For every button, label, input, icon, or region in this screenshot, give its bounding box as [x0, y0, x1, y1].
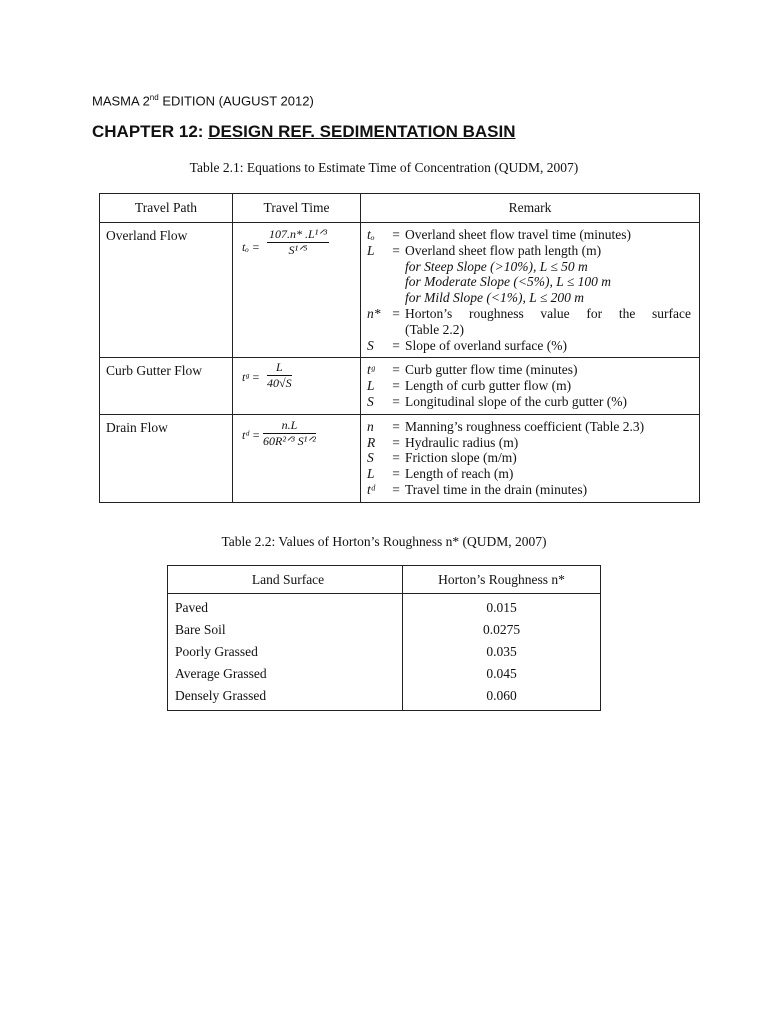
chapter-heading — [92, 122, 515, 142]
roughness-value-cell: 0.060 — [403, 685, 601, 711]
equals-sign: = — [392, 393, 400, 409]
formula-numerator: L — [267, 360, 292, 376]
roughness-value-cell: 0.015 — [403, 594, 601, 620]
land-surface-cell: Average Grassed — [168, 663, 403, 685]
equals-sign — [387, 290, 405, 306]
roughness-value-cell: 0.035 — [403, 641, 601, 663]
remark-list — [361, 362, 699, 409]
variable-symbol — [361, 322, 387, 338]
remark-list — [361, 419, 699, 498]
variable-description: for Moderate Slope (<5%), L ≤ 100 m — [405, 274, 612, 290]
land-surface-cell: Densely Grassed — [168, 685, 403, 711]
variable-symbol: L — [367, 378, 375, 394]
remark-line — [361, 306, 699, 322]
formula-cell — [233, 358, 361, 414]
remark-line — [361, 243, 699, 259]
equals-sign — [387, 322, 405, 338]
variable-description: for Steep Slope (>10%), L ≤ 50 m — [405, 258, 588, 274]
table-row — [100, 223, 700, 358]
remark-line — [361, 259, 699, 275]
remark-line — [361, 435, 699, 451]
land-surface-cell: Poorly Grassed — [168, 641, 403, 663]
table1-caption: Table 2.1: Equations to Estimate Time of Concentration (QUDM, 2007) — [189, 160, 579, 175]
table-row — [168, 685, 601, 711]
header-travel-time: Travel Time — [233, 194, 361, 223]
variable-symbol: S — [367, 450, 374, 466]
variable-description: Overland sheet flow path length (m) — [405, 242, 602, 258]
equals-sign: = — [392, 305, 400, 321]
variable-symbol: tᵍ — [367, 362, 375, 378]
variable-description: Manning’s roughness coefficient (Table 2.3) — [405, 418, 645, 434]
variable-symbol: L — [367, 242, 375, 258]
variable-description: Slope of overland surface (%) — [405, 337, 567, 353]
equals-sign — [387, 259, 405, 275]
variable-symbol — [361, 290, 387, 306]
roughness-value-cell: 0.0275 — [403, 619, 601, 641]
remark-line — [361, 322, 699, 338]
equals-sign: = — [392, 242, 400, 258]
formula-lhs: tᵍ = — [242, 370, 260, 385]
formula-denominator: 60R²ᐟ³ S¹ᐟ² — [263, 433, 316, 448]
variable-description: Overland sheet flow travel time (minutes) — [405, 227, 632, 242]
chapter-title: DESIGN REF. SEDIMENTATION BASIN — [208, 122, 516, 141]
variable-description: Curb gutter flow time (minutes) — [405, 362, 578, 378]
remark-line — [361, 419, 699, 435]
formula-numerator: 107.n* .L¹ᐟ³ — [269, 227, 327, 241]
equals-sign: = — [392, 362, 400, 378]
equals-sign — [387, 274, 405, 290]
variable-description: Travel time in the drain (minutes) — [405, 481, 588, 497]
document-edition — [92, 93, 314, 108]
land-surface-cell: Bare Soil — [168, 619, 403, 641]
variable-symbol: S — [367, 393, 374, 409]
remark-line — [361, 290, 699, 306]
header-horton-roughness: Horton’s Roughness n* — [403, 566, 601, 594]
equals-sign: = — [392, 337, 400, 353]
roughness-value-cell: 0.045 — [403, 663, 601, 685]
formula-denominator: S¹ᐟ⁵ — [288, 243, 308, 257]
equals-sign: = — [392, 418, 400, 434]
variable-symbol: L — [367, 466, 375, 482]
equals-sign: = — [392, 466, 400, 482]
variable-description: Longitudinal slope of the curb gutter (%) — [405, 393, 627, 409]
travel-path-label: Curb Gutter Flow — [106, 363, 202, 379]
variable-symbol: tₒ — [367, 227, 375, 242]
variable-description: Length of reach (m) — [405, 466, 514, 482]
variable-symbol: S — [367, 337, 374, 353]
equals-sign: = — [392, 378, 400, 394]
remark-line — [361, 362, 699, 378]
variable-symbol — [361, 259, 387, 275]
variable-symbol — [361, 274, 387, 290]
remark-line — [361, 450, 699, 466]
formula-lhs: tₒ = — [242, 240, 260, 254]
table2-caption: Table 2.2: Values of Horton’s Roughness n* (QUDM, 2007) — [221, 534, 547, 549]
variable-symbol: R — [367, 434, 376, 450]
chapter-number: CHAPTER 12: — [92, 122, 209, 141]
formula-cell — [233, 414, 361, 502]
table2-header-row — [168, 566, 601, 594]
remark-line — [361, 394, 699, 410]
table-row — [100, 414, 700, 502]
remark-line — [361, 274, 699, 290]
table-row — [168, 641, 601, 663]
travel-path-label: Overland Flow — [106, 228, 188, 243]
variable-description: Friction slope (m/m) — [405, 450, 517, 466]
edition-date: EDITION (AUGUST 2012) — [158, 93, 314, 109]
variable-description: (Table 2.2) — [405, 321, 465, 337]
header-travel-path: Travel Path — [100, 194, 233, 223]
equals-sign: = — [392, 481, 400, 497]
variable-description: Hydraulic radius (m) — [405, 434, 519, 450]
formula-cell — [233, 223, 361, 358]
equals-sign: = — [392, 227, 400, 242]
table-row — [168, 619, 601, 641]
variable-symbol: n — [367, 418, 374, 434]
table-row — [168, 663, 601, 685]
remark-line — [361, 378, 699, 394]
travel-path-label: Drain Flow — [106, 419, 168, 435]
remark-line — [361, 338, 699, 354]
time-of-concentration-table — [99, 193, 700, 503]
remark-list — [361, 227, 699, 353]
variable-symbol: n* — [367, 305, 381, 321]
variable-description: Length of curb gutter flow (m) — [405, 378, 572, 394]
equals-sign: = — [392, 450, 400, 466]
variable-description: Horton’s roughness value for the surface — [405, 305, 691, 321]
header-remark: Remark — [361, 194, 700, 223]
horton-roughness-table — [167, 565, 601, 711]
edition-superscript: nd — [149, 93, 159, 102]
equals-sign: = — [392, 434, 400, 450]
table1-header-row — [100, 194, 700, 223]
land-surface-cell: Paved — [168, 594, 403, 620]
remark-line — [361, 227, 699, 243]
remark-line — [361, 466, 699, 482]
remark-line — [361, 482, 699, 498]
header-land-surface: Land Surface — [168, 566, 403, 594]
formula-denominator: 40√S — [267, 376, 292, 391]
table-row — [168, 594, 601, 620]
edition-text: MASMA 2 — [92, 93, 150, 109]
formula-lhs: tᵈ = — [242, 427, 261, 442]
formula-numerator: n.L — [263, 418, 316, 434]
table-row — [100, 358, 700, 414]
variable-symbol: tᵈ — [367, 481, 375, 497]
variable-description: for Mild Slope (<1%), L ≤ 200 m — [405, 290, 585, 306]
